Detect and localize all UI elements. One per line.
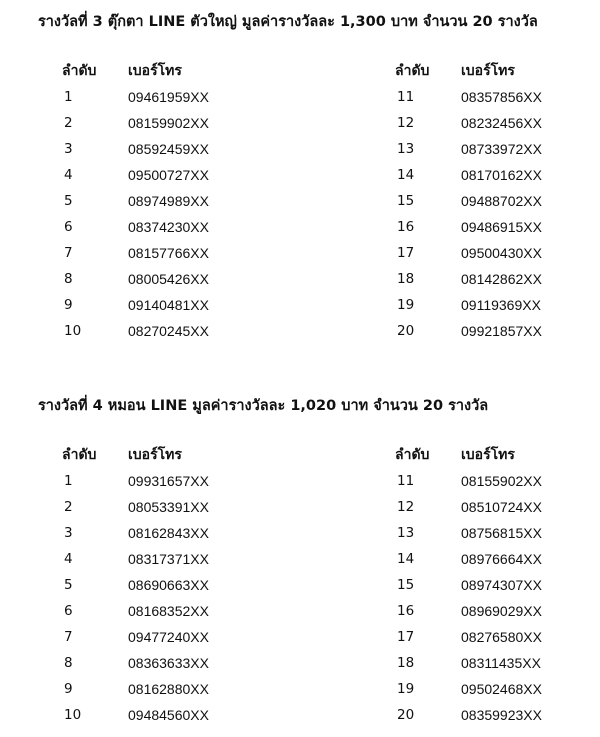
table-row <box>395 318 595 344</box>
rank-cell: 17 <box>397 629 415 645</box>
rank-cell: 5 <box>64 193 73 209</box>
table-row <box>62 318 262 344</box>
phone-cell: 08510724XX <box>461 499 542 515</box>
rank-cell: 16 <box>397 219 415 235</box>
table-row <box>62 650 262 676</box>
phone-cell: 08974307XX <box>461 577 542 593</box>
phone-cell: 08005426XX <box>128 271 209 287</box>
table-row <box>395 240 595 266</box>
prize-4-right-column <box>395 442 595 728</box>
rank-cell: 14 <box>397 551 415 567</box>
table-row <box>395 468 595 494</box>
rank-cell: 1 <box>64 473 73 489</box>
table-row <box>395 676 595 702</box>
table-row <box>395 624 595 650</box>
table-row <box>62 110 262 136</box>
rank-cell: 9 <box>64 681 73 697</box>
phone-cell: 09484560XX <box>128 707 209 723</box>
rank-cell: 17 <box>397 245 415 261</box>
rank-cell: 4 <box>64 551 73 567</box>
rank-cell: 8 <box>64 655 73 671</box>
rank-cell: 18 <box>397 655 415 671</box>
table-row <box>395 266 595 292</box>
phone-cell: 08142862XX <box>461 271 542 287</box>
table-row <box>395 214 595 240</box>
phone-cell: 08359923XX <box>461 707 542 723</box>
table-header <box>395 442 595 468</box>
phone-cell: 08311435XX <box>461 655 541 671</box>
table-row <box>395 110 595 136</box>
table-header <box>62 442 262 468</box>
rank-cell: 19 <box>397 681 415 697</box>
phone-cell: 08690663XX <box>128 577 209 593</box>
rank-cell: 14 <box>397 167 415 183</box>
phone-cell: 08357856XX <box>461 89 542 105</box>
rank-cell: 7 <box>64 245 73 261</box>
table-row <box>395 598 595 624</box>
phone-cell: 09500727XX <box>128 167 209 183</box>
table-row <box>62 240 262 266</box>
phone-cell: 09488702XX <box>461 193 542 209</box>
prize-4-left-column <box>62 442 262 728</box>
table-row <box>62 84 262 110</box>
rank-cell: 16 <box>397 603 415 619</box>
phone-cell: 09500430XX <box>461 245 542 261</box>
table-row <box>395 84 595 110</box>
table-row <box>395 546 595 572</box>
phone-header: เบอร์โทร <box>128 447 182 463</box>
phone-cell: 09931657XX <box>128 473 209 489</box>
table-row <box>62 188 262 214</box>
phone-cell: 09921857XX <box>461 323 542 339</box>
phone-cell: 08168352XX <box>128 603 209 619</box>
rank-cell: 4 <box>64 167 73 183</box>
table-row <box>62 136 262 162</box>
phone-cell: 08159902XX <box>128 115 209 131</box>
rank-cell: 12 <box>397 499 415 515</box>
table-row <box>62 598 262 624</box>
phone-cell: 09477240XX <box>128 629 209 645</box>
phone-cell: 09119369XX <box>461 297 541 313</box>
phone-cell: 08155902XX <box>461 473 542 489</box>
rank-cell: 20 <box>397 323 415 339</box>
rank-header: ลำดับ <box>395 63 430 79</box>
phone-header: เบอร์โทร <box>461 63 515 79</box>
phone-cell: 08974989XX <box>128 193 209 209</box>
prize-4-title: รางวัลที่ 4 หมอน LINE มูลค่ารางวัลละ 1,020 บาท จำนวน 20 รางวัล <box>38 398 489 414</box>
table-row <box>62 266 262 292</box>
phone-cell: 09140481XX <box>128 297 209 313</box>
rank-cell: 19 <box>397 297 415 313</box>
rank-cell: 1 <box>64 89 73 105</box>
table-row <box>395 520 595 546</box>
rank-cell: 12 <box>397 115 415 131</box>
rank-cell: 15 <box>397 193 415 209</box>
rank-cell: 8 <box>64 271 73 287</box>
phone-cell: 08232456XX <box>461 115 542 131</box>
rank-cell: 6 <box>64 603 73 619</box>
rank-cell: 5 <box>64 577 73 593</box>
phone-cell: 08157766XX <box>128 245 209 261</box>
table-row <box>395 162 595 188</box>
table-row <box>62 494 262 520</box>
rank-cell: 10 <box>64 323 82 339</box>
prize-3-right-column <box>395 58 595 344</box>
phone-cell: 08317371XX <box>128 551 209 567</box>
table-row <box>62 572 262 598</box>
phone-cell: 08969029XX <box>461 603 542 619</box>
rank-cell: 3 <box>64 525 73 541</box>
rank-header: ลำดับ <box>62 447 97 463</box>
table-row <box>395 188 595 214</box>
phone-cell: 08756815XX <box>461 525 542 541</box>
phone-cell: 09461959XX <box>128 89 209 105</box>
table-row <box>395 136 595 162</box>
table-row <box>62 624 262 650</box>
table-row <box>62 292 262 318</box>
table-row <box>62 702 262 728</box>
rank-cell: 15 <box>397 577 415 593</box>
rank-cell: 20 <box>397 707 415 723</box>
table-row <box>395 650 595 676</box>
phone-cell: 09502468XX <box>461 681 542 697</box>
table-row <box>62 468 262 494</box>
rank-cell: 11 <box>397 89 415 105</box>
phone-cell: 08053391XX <box>128 499 209 515</box>
table-row <box>395 572 595 598</box>
table-row <box>395 494 595 520</box>
phone-cell: 08270245XX <box>128 323 209 339</box>
table-row <box>395 292 595 318</box>
rank-cell: 9 <box>64 297 73 313</box>
table-header <box>62 58 262 84</box>
rank-cell: 10 <box>64 707 82 723</box>
rank-cell: 13 <box>397 141 415 157</box>
rank-cell: 3 <box>64 141 73 157</box>
phone-cell: 09486915XX <box>461 219 542 235</box>
phone-header: เบอร์โทร <box>461 447 515 463</box>
table-row <box>62 162 262 188</box>
rank-cell: 6 <box>64 219 73 235</box>
phone-cell: 08976664XX <box>461 551 542 567</box>
phone-cell: 08162843XX <box>128 525 209 541</box>
phone-cell: 08162880XX <box>128 681 209 697</box>
table-header <box>395 58 595 84</box>
prize-3-title: รางวัลที่ 3 ตุ๊กตา LINE ตัวใหญ่ มูลค่ารางวัลละ 1,300 บาท จำนวน 20 รางวัล <box>38 14 538 30</box>
rank-cell: 2 <box>64 499 73 515</box>
rank-cell: 13 <box>397 525 415 541</box>
phone-cell: 08592459XX <box>128 141 209 157</box>
table-row <box>395 702 595 728</box>
table-row <box>62 676 262 702</box>
table-row <box>62 520 262 546</box>
phone-cell: 08374230XX <box>128 219 209 235</box>
rank-cell: 11 <box>397 473 415 489</box>
phone-cell: 08733972XX <box>461 141 542 157</box>
prize-3-left-column <box>62 58 262 344</box>
table-row <box>62 214 262 240</box>
rank-cell: 18 <box>397 271 415 287</box>
table-row <box>62 546 262 572</box>
phone-cell: 08363633XX <box>128 655 209 671</box>
rank-header: ลำดับ <box>395 447 430 463</box>
rank-cell: 7 <box>64 629 73 645</box>
phone-cell: 08276580XX <box>461 629 542 645</box>
rank-header: ลำดับ <box>62 63 97 79</box>
phone-header: เบอร์โทร <box>128 63 182 79</box>
rank-cell: 2 <box>64 115 73 131</box>
phone-cell: 08170162XX <box>461 167 542 183</box>
